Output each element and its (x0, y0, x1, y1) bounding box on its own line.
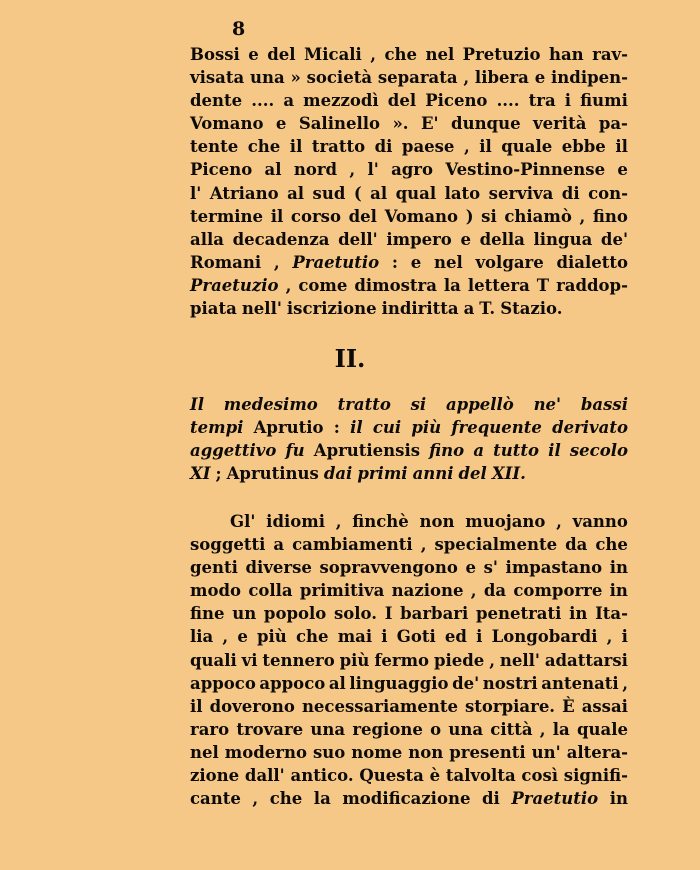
word: medesimo (223, 395, 318, 414)
word: non (419, 512, 455, 531)
word: con- (588, 183, 628, 203)
word: Salinello (298, 114, 381, 134)
word: bassi (580, 395, 628, 414)
word: , (222, 627, 229, 647)
text-line (190, 228, 628, 251)
word: a (283, 91, 295, 111)
word: appellò (445, 395, 514, 414)
word: chiamò (504, 206, 572, 226)
word: diverse (245, 558, 312, 578)
word: Vomano (190, 114, 264, 134)
word: : (391, 252, 398, 272)
text-line (190, 416, 628, 439)
word: nell' (499, 650, 540, 670)
word: han (548, 45, 584, 64)
word: ( (353, 183, 362, 203)
word: lingua (533, 229, 593, 249)
word: il (548, 441, 561, 461)
word: modo (190, 581, 242, 601)
word: indiritta (381, 299, 459, 319)
text-line (190, 135, 628, 158)
word: e (275, 114, 287, 134)
word: iscrizione (286, 299, 377, 319)
word: la (552, 719, 570, 739)
word: cui (372, 418, 402, 438)
word: fu (285, 441, 305, 461)
word: sopravvengono (319, 558, 458, 578)
word: ». (392, 114, 409, 134)
word: modificazione (342, 789, 471, 809)
word: ne' (533, 395, 562, 414)
word: T. (479, 299, 496, 319)
text-line (190, 182, 628, 205)
word: non (408, 742, 444, 762)
word: e (534, 68, 546, 88)
word: fine (190, 604, 225, 624)
word: i (476, 627, 483, 647)
word: Goti (396, 627, 436, 647)
word: Praetutio (292, 252, 380, 272)
word: tempi (190, 418, 244, 438)
word: dunque (451, 114, 521, 134)
word: secolo (569, 441, 628, 461)
word: aggettivo (190, 441, 277, 461)
word: , (539, 719, 546, 739)
word: necessariamente (301, 696, 458, 716)
word: del (267, 45, 296, 64)
word: , (273, 252, 280, 272)
word: del (348, 206, 377, 226)
word: una (448, 719, 484, 739)
word: nazione (391, 581, 464, 601)
word: cante (190, 789, 241, 809)
word: , (335, 512, 342, 531)
word: fermo (374, 650, 430, 670)
text-line (190, 89, 628, 112)
word: I (384, 604, 393, 624)
word: piede (433, 650, 485, 670)
word: È (562, 696, 575, 716)
word: Vestino-Pinnense (445, 160, 606, 180)
word: i (621, 627, 628, 647)
text-line (190, 556, 628, 579)
word: piata (190, 299, 237, 319)
word: sud (312, 183, 346, 203)
word: impero (386, 229, 452, 249)
text-line (190, 274, 628, 297)
text-line (190, 205, 628, 228)
word: E' (420, 114, 439, 134)
section-heading: II. (334, 344, 366, 373)
word: suo (312, 742, 346, 762)
word: nel (433, 252, 463, 272)
word: e (410, 252, 422, 272)
word: rav- (592, 45, 628, 64)
word: visata (190, 68, 245, 88)
text-line (190, 510, 628, 533)
word: un (232, 604, 257, 624)
word: adattarsi (544, 650, 628, 670)
word: Stazio. (500, 299, 563, 319)
word: dimostra (354, 275, 437, 295)
word: regione (352, 719, 423, 739)
word: del (387, 91, 417, 111)
word: Longobardi (491, 627, 598, 647)
word: qual (395, 183, 437, 203)
word: indipen- (551, 68, 628, 88)
word: Atriano (209, 183, 279, 203)
word: e (248, 45, 259, 64)
word: da (483, 581, 507, 601)
word: , (579, 206, 586, 226)
word: il (270, 206, 284, 226)
word: antenati (541, 673, 619, 693)
word: agro (391, 160, 434, 180)
word: serviva (488, 183, 554, 203)
word: società (306, 68, 373, 88)
word: città (490, 719, 533, 739)
word: del (458, 464, 487, 484)
word: e (465, 558, 477, 578)
word: a (273, 535, 285, 555)
text-line (190, 251, 628, 274)
page-number: 8 (232, 18, 246, 40)
word: al (287, 183, 305, 203)
word: finchè (352, 512, 409, 531)
word: e (460, 229, 471, 249)
word: come (298, 275, 348, 295)
word: decadenza (232, 229, 330, 249)
word: lettera (467, 275, 530, 295)
word: lato (444, 183, 481, 203)
word: Micali (303, 45, 362, 64)
word: a (463, 299, 475, 319)
word: nell' (241, 299, 282, 319)
word: trovare (236, 719, 304, 739)
word: soggetti (190, 535, 266, 555)
word: e (237, 627, 248, 647)
word: che (269, 789, 303, 809)
text-line (190, 439, 628, 462)
word: cambiamenti (292, 535, 413, 555)
word: in (609, 558, 628, 578)
word: talvolta (445, 766, 516, 786)
word: dialetto (556, 252, 628, 272)
word: libera (474, 68, 529, 88)
word: raddop- (556, 275, 628, 295)
paragraph-1 (190, 43, 628, 320)
word: al (264, 160, 282, 180)
text-line (190, 579, 628, 602)
word: di (374, 137, 393, 157)
word: che (295, 627, 329, 647)
word: specialmente (434, 535, 558, 555)
word: la (313, 789, 331, 809)
word: il (190, 696, 203, 716)
word: solo. (333, 604, 377, 624)
word: corso (290, 206, 341, 226)
word: termine (190, 206, 264, 226)
word: , (470, 581, 477, 601)
word: primitiva (299, 581, 385, 601)
word: barbari (400, 604, 469, 624)
word: , (463, 137, 470, 157)
word: appoco (190, 673, 256, 693)
word: assai (581, 696, 628, 716)
word: storpiare. (465, 696, 556, 716)
word: fiumi (580, 91, 628, 111)
word: , (349, 160, 356, 180)
text-line (190, 533, 628, 556)
word: i (564, 91, 572, 111)
word: impastano (505, 558, 603, 578)
word: Vomano (384, 206, 459, 226)
word: signifi- (563, 766, 628, 786)
word: ebbe (561, 137, 606, 157)
word: si (410, 395, 427, 414)
word: moderno (224, 742, 307, 762)
word: più (411, 418, 442, 438)
word: verità (533, 114, 587, 134)
word: de' (452, 673, 480, 693)
word: Ita- (595, 604, 628, 624)
word: e (617, 160, 628, 180)
word: ed (444, 627, 467, 647)
word: separata (377, 68, 458, 88)
text-line (190, 462, 628, 485)
word: o (430, 719, 442, 739)
word: quale (501, 137, 553, 157)
word: raro (190, 719, 230, 739)
word: una (249, 68, 285, 88)
word: comporre (513, 581, 603, 601)
word: Piceno (425, 91, 488, 111)
word: tratto (337, 395, 391, 414)
word: Il (190, 395, 204, 414)
text-line (190, 393, 628, 416)
word: ; (215, 464, 222, 484)
word: primi (357, 464, 408, 484)
word: derivato (552, 418, 628, 438)
word: i (381, 627, 388, 647)
word: zione (190, 766, 240, 786)
word: della (479, 229, 525, 249)
word: fino (429, 441, 465, 461)
text-line (190, 297, 628, 320)
word: il (350, 418, 363, 438)
word: che (595, 535, 628, 555)
word: nostri (482, 673, 538, 693)
word: paese (401, 137, 455, 157)
word: s' (483, 558, 498, 578)
text-line (190, 741, 628, 764)
word: nel (190, 742, 219, 762)
word: altera- (566, 742, 628, 762)
word: Romani (190, 252, 262, 272)
word: più (257, 627, 287, 647)
word: dell' (338, 229, 378, 249)
text-line (190, 718, 628, 741)
word: Aprutinus (226, 464, 319, 484)
text-line (190, 158, 628, 181)
word: popolo (263, 604, 327, 624)
word: penetrati (475, 604, 562, 624)
word: Questa (359, 766, 424, 786)
word: in (609, 581, 628, 601)
word: muojano (465, 512, 546, 531)
word: T (536, 275, 550, 295)
word: si (481, 206, 497, 226)
word: il (615, 137, 628, 157)
word: Pretuzio (462, 45, 541, 64)
word: nord (293, 160, 338, 180)
word: che (247, 137, 281, 157)
text-line (190, 787, 628, 810)
word: dai (323, 464, 353, 484)
word: il (479, 137, 492, 157)
word: Aprutiensis (313, 441, 421, 461)
word: appoco (259, 673, 326, 693)
word: lia (190, 627, 214, 647)
text-line (190, 764, 628, 787)
text-line (190, 66, 628, 89)
word: genti (190, 558, 238, 578)
text-line (190, 672, 628, 695)
word: tutto (493, 441, 540, 461)
word: : (333, 418, 340, 438)
word: che (384, 45, 417, 64)
word: XII. (491, 464, 526, 484)
text-line (190, 43, 628, 66)
word: idiomi (266, 512, 325, 531)
word: dente (190, 91, 243, 111)
word: , (252, 789, 259, 809)
word: , (556, 512, 562, 531)
text-line (190, 602, 628, 625)
word: di (482, 789, 500, 809)
word: de' (600, 229, 628, 249)
word: colla (248, 581, 293, 601)
paragraph-3 (190, 510, 628, 810)
word: un' (531, 742, 561, 762)
word: quali (190, 650, 237, 670)
word: , (606, 627, 613, 647)
word: linguaggio (349, 673, 449, 693)
word: , (285, 275, 292, 295)
word: a (473, 441, 485, 461)
word: » (290, 68, 301, 88)
word: in (609, 789, 628, 809)
word: è (429, 766, 441, 786)
word: la (443, 275, 461, 295)
word: antico. (290, 766, 354, 786)
word: più (339, 650, 370, 670)
word: tente (190, 137, 239, 157)
word: mezzodì (303, 91, 379, 111)
word: , (370, 45, 376, 64)
word: tra (528, 91, 556, 111)
word: in (569, 604, 588, 624)
word: , (420, 535, 427, 555)
word: al (370, 183, 388, 203)
word: , (622, 673, 628, 693)
text-line (190, 695, 628, 718)
word: nel (425, 45, 455, 64)
word: .... (496, 91, 520, 111)
word: doverono (209, 696, 295, 716)
text-line (190, 649, 628, 672)
word: fino (592, 206, 628, 226)
word: nome (351, 742, 403, 762)
word: vi (241, 650, 258, 670)
word: Praetutio (511, 789, 599, 809)
word: tratto (311, 137, 366, 157)
word: una (310, 719, 346, 739)
word: XI (190, 464, 211, 484)
word: tennero (262, 650, 335, 670)
paragraph-2 (190, 393, 628, 485)
word: Aprutio (253, 418, 324, 438)
word: Praetuzio (190, 275, 279, 295)
word: l' (190, 183, 202, 203)
word: Bossi (190, 45, 240, 64)
word: di (561, 183, 580, 203)
word: mai (337, 627, 373, 647)
word: vanno (572, 512, 628, 531)
word: volgare (475, 252, 544, 272)
text-line (190, 625, 628, 648)
word: Piceno (190, 160, 253, 180)
word: ) (465, 206, 474, 226)
word: il (289, 137, 303, 157)
word: al (328, 673, 346, 693)
word: alla (190, 229, 224, 249)
word: presenti (449, 742, 526, 762)
word: così (521, 766, 559, 786)
word: .... (251, 91, 275, 111)
text-line (190, 112, 628, 135)
word: da (565, 535, 588, 555)
word: , (463, 68, 470, 88)
word: quale (577, 719, 628, 739)
word: Gl' (230, 512, 256, 531)
word: l' (367, 160, 379, 180)
word: pa- (598, 114, 628, 134)
word: frequente (451, 418, 542, 438)
word: anni (412, 464, 454, 484)
word: dall' (244, 766, 285, 786)
word: , (489, 650, 495, 670)
